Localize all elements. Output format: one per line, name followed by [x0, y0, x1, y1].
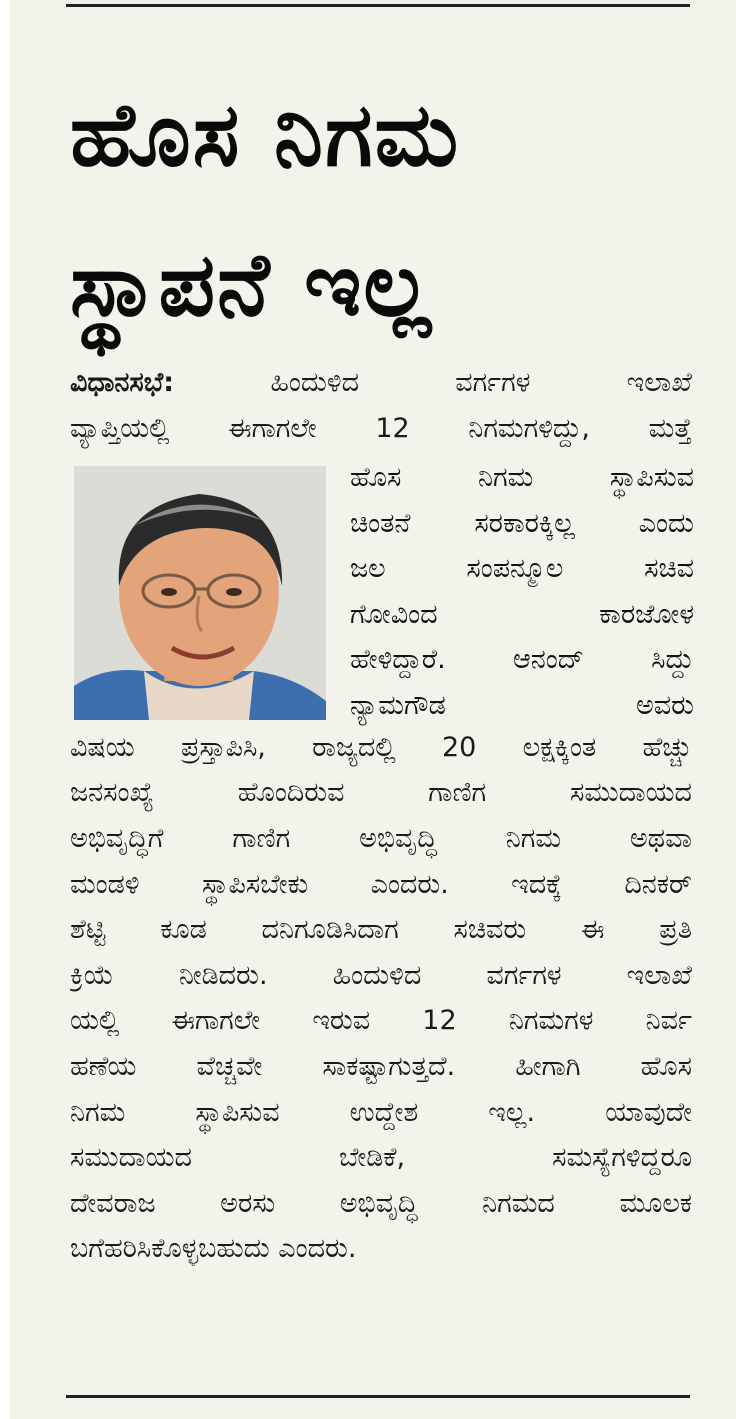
article-line: ಸಮುದಾಯದ ಬೇಡಿಕೆ, ಸಮಸ್ಯೆಗಳಿದ್ದರೂ	[70, 1142, 692, 1174]
article-line: ದೇವರಾಜ ಅರಸು ಅಭಿವೃದ್ಧಿ ನಿಗಮದ ಮೂಲಕ	[70, 1187, 692, 1219]
article-line: ಹಣೆಯ ವೆಚ್ಚವೇ ಸಾಕಷ್ಟಾಗುತ್ತದೆ. ಹೀಗಾಗಿ ಹೊಸ	[70, 1050, 692, 1082]
wrap-line: ಹೇಳಿದ್ದಾರೆ. ಆನಂದ್ ಸಿದ್ದು	[350, 644, 694, 676]
wrap-line: ಜಲ ಸಂಪನ್ಮೂಲ ಸಚಿವ	[350, 553, 694, 585]
wrapped-text-column	[350, 455, 694, 729]
dateline: ವಿಧಾನಸಭೆ:	[70, 367, 175, 398]
article-line: ಜನಸಂಖ್ಯೆ ಹೊಂದಿರುವ ಗಾಣಿಗ ಸಮುದಾಯದ	[70, 777, 692, 809]
wrap-line: ನ್ಯಾಮಗೌಡ ಅವರು	[350, 689, 694, 721]
wrap-line: ಹೊಸ ನಿಗಮ ಸ್ಥಾಪಿಸುವ	[350, 462, 694, 493]
bottom-rule	[66, 1395, 690, 1398]
headline-line-1: ಹೊಸ ನಿಗಮ	[70, 83, 461, 186]
article-line: ಅಭಿವೃದ್ಧಿಗೆ ಗಾಣಿಗ ಅಭಿವೃದ್ಧಿ ನಿಗಮ ಅಥವಾ	[70, 822, 692, 854]
article-line: ನಿಗಮ ಸ್ಥಾಪಿಸುವ ಉದ್ದೇಶ ಇಲ್ಲ. ಯಾವುದೇ	[70, 1096, 692, 1128]
headline	[70, 60, 690, 360]
article-line: ಶೆಟ್ಟಿ ಕೂಡ ದನಿಗೂಡಿಸಿದಾಗ ಸಚಿವರು ಈ ಪ್ರತಿ	[70, 914, 692, 946]
article-line: ವಿಷಯ ಪ್ರಸ್ತಾಪಿಸಿ, ರಾಜ್ಯದಲ್ಲಿ 20 ಲಕ್ಷಕ್ಕಿಂತ ಹೆಚ್ಚು	[70, 731, 692, 763]
article-line: ಕ್ರಿಯೆ ನೀಡಿದರು. ಹಿಂದುಳಿದ ವರ್ಗಗಳ ಇಲಾಖೆ	[70, 959, 692, 991]
top-rule	[66, 4, 690, 7]
article-line: ಬಗೆಹರಿಸಿಕೊಳ್ಳಬಹುದು ಎಂದರು.	[70, 1233, 357, 1265]
headline-line-2: ಸ್ಥಾಪನೆ ಇಲ್ಲ	[70, 233, 433, 336]
article-line: ಮಂಡಳಿ ಸ್ಥಾಪಿಸಬೇಕು ಎಂದರು. ಇದಕ್ಕೆ ದಿನಕರ್	[70, 868, 692, 900]
wrap-line: ಚಿಂತನೆ ಸರಕಾರಕ್ಕಿಲ್ಲ ಎಂದು	[350, 507, 694, 539]
newspaper-clipping	[10, 0, 736, 1419]
wrap-line: ಗೋವಿಂದ ಕಾರಜೋಳ	[350, 598, 694, 630]
article-line: ಯಲ್ಲಿ ಈಗಾಗಲೇ ಇರುವ 12 ನಿಗಮಗಳ ನಿರ್ವ	[70, 1005, 692, 1037]
portrait-icon	[74, 466, 326, 720]
article-line	[70, 360, 692, 406]
intro-text: ಹಿಂದುಳಿದ ವರ್ಗಗಳ ಇಲಾಖೆ	[270, 367, 692, 398]
portrait-photo	[74, 466, 326, 720]
article-line: ವ್ಯಾಪ್ತಿಯಲ್ಲಿ ಈಗಾಗಲೇ 12 ನಿಗಮಗಳಿದ್ದು, ಮತ್ತೆ	[70, 412, 692, 444]
